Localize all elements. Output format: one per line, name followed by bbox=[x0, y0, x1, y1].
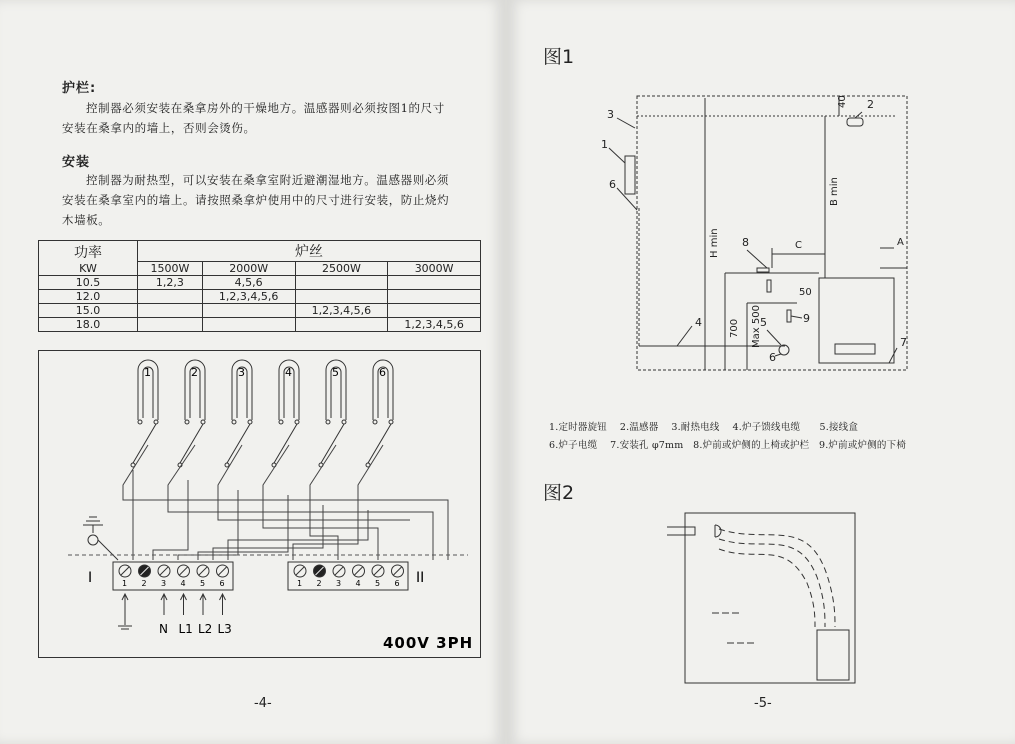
supply-label: L1 bbox=[178, 622, 193, 636]
table-row: 10.5 1,2,3 4,5,6 bbox=[39, 276, 481, 290]
svg-text:6: 6 bbox=[609, 178, 616, 191]
page-number-left: -4- bbox=[254, 696, 272, 711]
left-page bbox=[0, 0, 505, 744]
ground-symbol-icon bbox=[83, 517, 118, 560]
svg-text:B min: B min bbox=[829, 177, 840, 206]
table-row: 18.0 1,2,3,4,5,6 bbox=[39, 318, 481, 332]
power-header: 功率 KW bbox=[39, 241, 138, 276]
svg-text:7: 7 bbox=[900, 336, 907, 349]
wire-bundle bbox=[123, 445, 448, 560]
supply-label: L3 bbox=[217, 622, 232, 636]
svg-text:2: 2 bbox=[867, 98, 874, 111]
figure1-legend-line2: 6.炉子电缆 7.安装孔 φ7mm 8.炉前或炉侧的上椅或护栏 9.炉前或炉侧的下椅 bbox=[549, 440, 907, 451]
terminal-number: 4 bbox=[180, 579, 186, 588]
terminal-number: 5 bbox=[375, 579, 381, 588]
right-page bbox=[507, 0, 1015, 744]
wiring-diagram bbox=[38, 350, 481, 658]
terminal-number: 6 bbox=[394, 579, 400, 588]
svg-text:40: 40 bbox=[837, 95, 848, 108]
element-number: 3 bbox=[238, 366, 245, 379]
install-paragraph: 控制器为耐热型，可以安装在桑拿室附近避潮湿地方。温感器则必须安装在桑拿室内的墙上。请按照桑拿炉使用中的尺寸进行安装，防止烧灼木墙板。 bbox=[62, 173, 450, 227]
terminal-number: 5 bbox=[200, 579, 206, 588]
voltage-label: 400V 3PH bbox=[383, 634, 474, 652]
terminal-number: 6 bbox=[219, 579, 225, 588]
terminal-number: 2 bbox=[141, 579, 147, 588]
figure1-title: 图1 bbox=[543, 46, 575, 68]
figure1-legend-line1: 1.定时器旋钮 2.温感器 3.耐热电线 4.炉子馈线电缆 5.接线盒 bbox=[549, 422, 859, 433]
figure2-title: 图2 bbox=[543, 482, 575, 504]
terminal-number: 1 bbox=[122, 579, 128, 588]
svg-text:Max 500: Max 500 bbox=[751, 305, 762, 348]
element-number: 4 bbox=[285, 366, 292, 379]
heating-elements bbox=[131, 360, 393, 467]
svg-text:9: 9 bbox=[803, 312, 810, 325]
svg-text:50: 50 bbox=[799, 287, 812, 298]
terminal-block-ii bbox=[288, 562, 408, 590]
terminal-number: 3 bbox=[336, 579, 342, 588]
terminal-block-ii-label: II bbox=[416, 570, 425, 586]
figure1-diagram bbox=[597, 88, 917, 378]
install-heading: 安装 bbox=[62, 155, 91, 170]
heater-col-1500: 1500W bbox=[138, 262, 203, 276]
table-row: 15.0 1,2,3,4,5,6 bbox=[39, 304, 481, 318]
element-number: 6 bbox=[379, 366, 386, 379]
terminal-number: 2 bbox=[316, 579, 322, 588]
terminal-number: 1 bbox=[297, 579, 303, 588]
guard-paragraph: 控制器必须安装在桑拿房外的干燥地方。温感器则必须按图1的尺寸安装在桑拿内的墙上，否则会烫伤。 bbox=[62, 101, 445, 135]
element-number: 5 bbox=[332, 366, 339, 379]
supply-label: N bbox=[159, 622, 168, 636]
element-number: 2 bbox=[191, 366, 198, 379]
svg-text:C: C bbox=[795, 240, 802, 251]
heater-col-2500: 2500W bbox=[295, 262, 388, 276]
svg-text:A: A bbox=[897, 237, 904, 248]
page-number-right: -5- bbox=[754, 696, 772, 711]
power-table bbox=[38, 240, 481, 332]
heater-header: 炉丝 bbox=[138, 241, 481, 262]
terminal-block-i bbox=[113, 562, 233, 590]
element-number: 1 bbox=[144, 366, 151, 379]
terminal-number: 3 bbox=[161, 579, 167, 588]
heater-col-2000: 2000W bbox=[202, 262, 295, 276]
terminal-number: 4 bbox=[355, 579, 361, 588]
supply-label: L2 bbox=[198, 622, 213, 636]
supply-arrows bbox=[118, 594, 232, 636]
table-row: 12.0 1,2,3,4,5,6 bbox=[39, 290, 481, 304]
svg-text:H min: H min bbox=[709, 228, 720, 258]
svg-text:700: 700 bbox=[729, 318, 740, 338]
svg-text:6: 6 bbox=[769, 351, 776, 364]
figure2-diagram bbox=[657, 505, 867, 687]
terminal-block-i-label: I bbox=[88, 570, 93, 586]
svg-text:1: 1 bbox=[601, 138, 608, 151]
heater-col-3000: 3000W bbox=[388, 262, 481, 276]
guard-heading: 护栏: bbox=[62, 81, 97, 96]
svg-text:4: 4 bbox=[695, 316, 702, 329]
svg-text:8: 8 bbox=[742, 236, 749, 249]
svg-text:5: 5 bbox=[760, 316, 767, 329]
svg-text:3: 3 bbox=[607, 108, 614, 121]
